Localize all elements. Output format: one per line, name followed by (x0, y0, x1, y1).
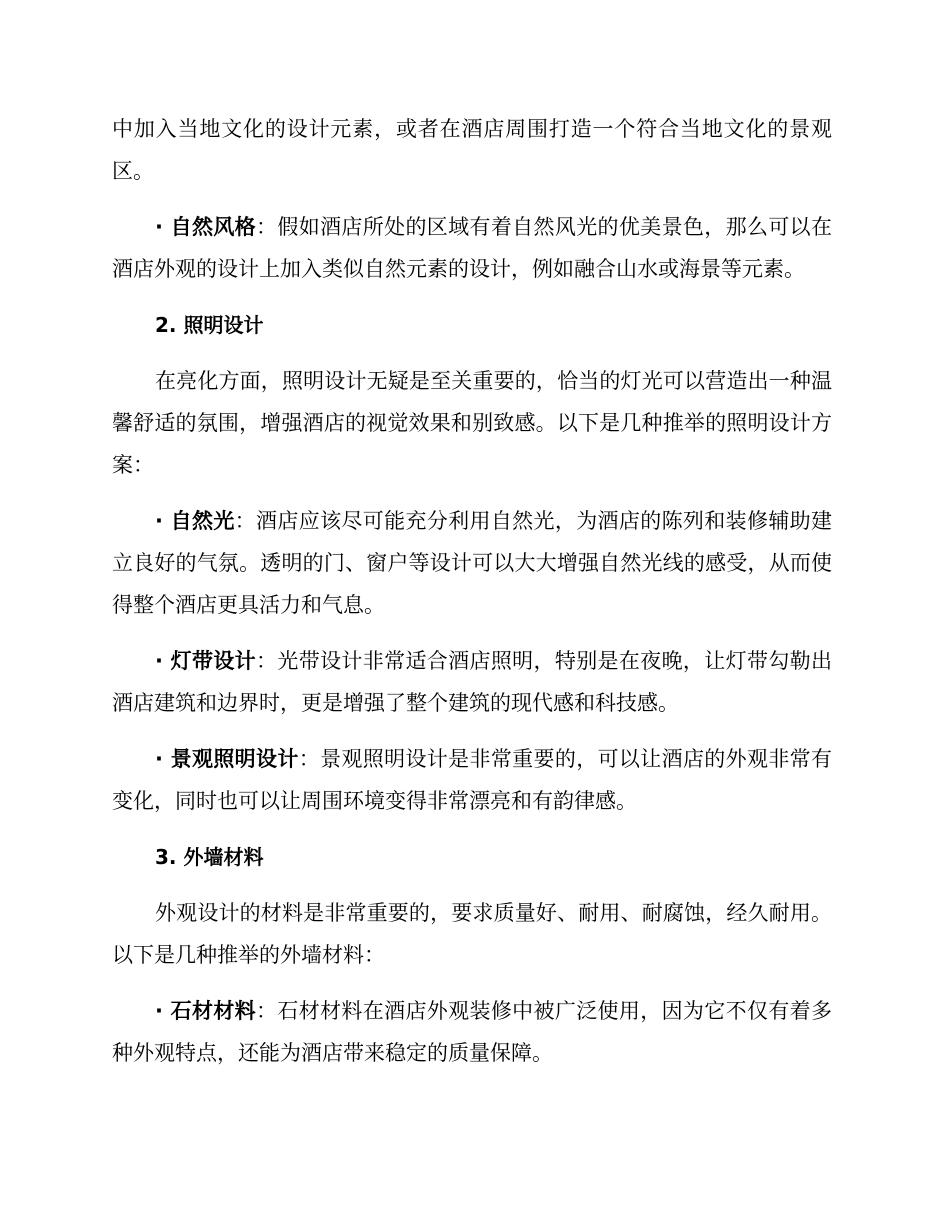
term-light-strip-design: · 灯带设计 (155, 649, 257, 673)
term-separator: ： (256, 215, 278, 239)
term-landscape-lighting: · 景观照明设计 (155, 747, 299, 771)
paragraph-local-culture-continued: 中加入当地文化的设计元素，或者在酒店周围打造一个符合当地文化的景观区。 (112, 117, 832, 183)
paragraph-materials-intro: 外观设计的材料是非常重要的，要求质量好、耐用、耐腐蚀，经久耐用。以下是几种推举的外墙材料： (112, 901, 832, 967)
section-heading-exterior-materials: 3. 外墙材料 (155, 845, 264, 869)
term-separator: ： (298, 747, 321, 771)
nature-style-text: 假如酒店所处的区域有着自然风光的优美景色，那么可以在酒店外观的设计上加入类似自然元素的设计，例如融合山水或海景等元素。 (112, 215, 833, 281)
term-separator: ： (234, 509, 257, 533)
term-separator: ： (256, 649, 278, 673)
paragraph-natural-light (112, 500, 832, 626)
term-nature-style: · 自然风格 (155, 215, 257, 239)
paragraph-light-strip-design (112, 640, 832, 724)
term-separator: ： (256, 999, 278, 1023)
natural-light-text: 酒店应该尽可能充分利用自然光，为酒店的陈列和装修辅助建立良好的气氛。透明的门、窗户等设计可以大大增强自然光线的感受，从而使得整个酒店更具活力和气息。 (112, 509, 833, 617)
term-stone-material: · 石材材料 (155, 999, 257, 1023)
landscape-lighting-text: 景观照明设计是非常重要的，可以让酒店的外观非常有变化，同时也可以让周围环境变得非常漂亮和有韵律感。 (112, 747, 833, 813)
paragraph-stone-material (112, 990, 832, 1074)
light-strip-design-text: 光带设计非常适合酒店照明，特别是在夜晚，让灯带勾勒出酒店建筑和边界时，更是增强了整个建筑的现代感和科技感。 (112, 649, 833, 715)
stone-material-text: 石材材料在酒店外观装修中被广泛使用，因为它不仅有着多种外观特点，还能为酒店带来稳定的质量保障。 (112, 999, 833, 1065)
document-page (112, 108, 832, 1088)
paragraph-lighting-intro: 在亮化方面，照明设计无疑是至关重要的，恰当的灯光可以营造出一种温馨舒适的氛围，增强酒店的视觉效果和别致感。以下是几种推举的照明设计方案： (112, 369, 832, 477)
section-heading-lighting-design: 2. 照明设计 (155, 313, 264, 337)
term-natural-light: · 自然光 (155, 509, 235, 533)
paragraph-nature-style (112, 206, 832, 290)
paragraph-landscape-lighting (112, 738, 832, 822)
